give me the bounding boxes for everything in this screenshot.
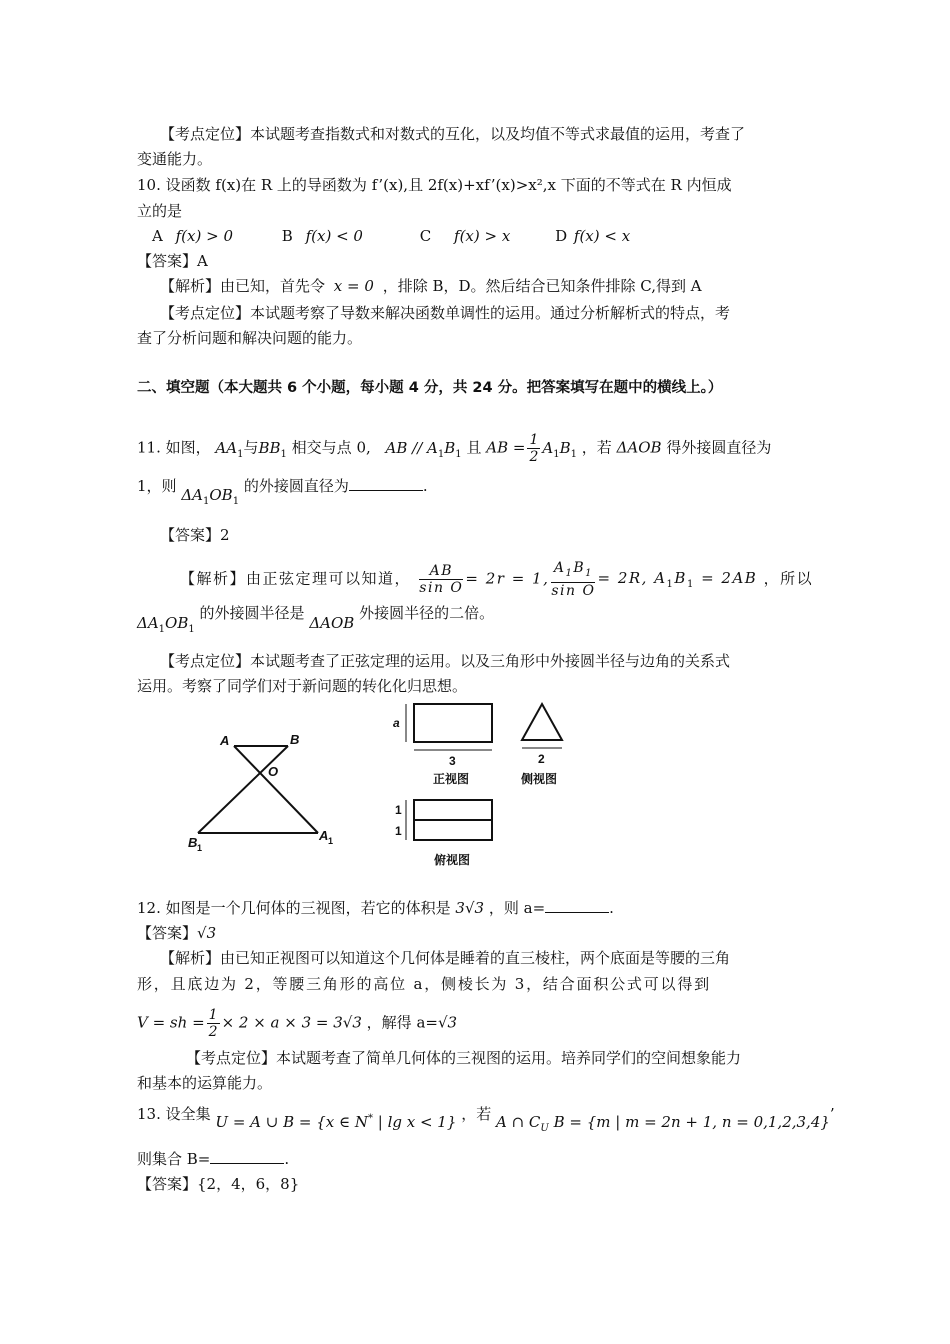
q12-jiexi-line3: V = sh = $\frac{1}{2}$ × 2 × a × 3 = 3√3 ，解得 a=√3 (137, 1007, 458, 1040)
q10-kaodian-line1: 【考点定位】本试题考察了导数来解决函数单调性的运用。通过分析解析式的特点，考 (160, 304, 731, 322)
q11-num: 11. 如图， (137, 438, 211, 457)
label-a1-sub: 1 (328, 836, 334, 846)
q12-answer-blank (545, 898, 609, 913)
q10-option-c-label: C (419, 227, 432, 245)
q12-jiexi-line1: 【解析】由已知正视图可以知道这个几何体是睡着的直三棱柱，两个底面是等腰的三角 (160, 949, 731, 967)
q12-end: . (609, 899, 614, 917)
q11-line2-end: . (422, 477, 428, 495)
q10-options (152, 225, 630, 247)
q11-t1: 与 (243, 438, 259, 457)
front-view-rect (414, 704, 492, 742)
q12-line1 (137, 897, 614, 919)
section-2-heading: 二、填空题（本大题共 6 个小题，每小题 4 分，共 24 分。把答案填写在题中的横线上。） (137, 380, 723, 396)
q10-option-d-label: D (555, 227, 568, 245)
q11-jiexi-post: ，所以 (763, 569, 814, 588)
kaodian-prev-line2: 变通能力。 (137, 150, 213, 168)
front-caption: 正视图 (433, 772, 470, 786)
q10-kaodian-line2: 查了分析问题和解决问题的能力。 (137, 329, 363, 347)
q13-line2 (137, 1148, 289, 1170)
q11-t2: 相交与点 0, (291, 438, 371, 457)
q11-answer: 【答案】2 (160, 526, 230, 544)
q12-volume: 3√3 (455, 899, 485, 917)
q12-kaodian-line1: 【考点定位】本试题考查了简单几何体的三视图的运用。培养同学们的空间想象能力 (186, 1049, 742, 1067)
front-dim-3: 3 (449, 754, 456, 768)
q13-mid: ，若 (461, 1105, 492, 1123)
q11-line2-pre: 1，则 (137, 477, 177, 495)
segment-aa1 (234, 746, 318, 833)
q12-post: ，则 a= (488, 899, 546, 917)
side-view-triangle (522, 704, 562, 740)
q13-answer-blank (210, 1149, 284, 1164)
q10-jiexi-pre: 【解析】由已知，首先令 (160, 277, 326, 295)
q10-line2: 立的是 (137, 202, 183, 220)
top-dim-1a: 1 (395, 803, 402, 817)
label-b1: B (188, 835, 198, 850)
q12-jiexi3-post: ，解得 a= (366, 1013, 438, 1032)
q10-option-d-expr: f(x) < x (573, 227, 631, 245)
q12-jiexi3-value: √3 (437, 1013, 458, 1032)
q11-jiexi2-post: 外接圆半径的二倍。 (359, 604, 495, 622)
q11-line2-post: 的外接圆直径为 (243, 477, 349, 495)
q10-jiexi-expr: x = 0 (333, 277, 374, 295)
q10-answer: 【答案】A (137, 252, 208, 270)
q13-line1: 13. 设全集 U = A ∪ B = {x ∈ N* | lg x < 1} ，若 A ∩ $C_U$ B = {m | m = 2n + 1, n = 0,1,2,3,4}’ (137, 1105, 835, 1134)
q11-jiexi-line2: $\Delta A_1OB_1$ 的外接圆半径是 ΔAOB 外接圆半径的二倍。 (137, 604, 495, 635)
q10-option-a-expr: f(x) > 0 (175, 227, 233, 245)
q12-answer (137, 922, 216, 944)
q10-option-c-expr: f(x) > x (454, 227, 511, 245)
q13-end: ’ (829, 1105, 835, 1123)
q10-option-b-expr: f(x) < 0 (305, 227, 363, 245)
q12-kaodian-line2: 和基本的运算能力。 (137, 1074, 273, 1092)
q11-kaodian-line1: 【考点定位】本试题考查了正弦定理的运用。以及三角形中外接圆半径与边角的关系式 (160, 652, 731, 670)
q10-option-b-label: B (281, 227, 293, 245)
q11-answer-blank (349, 476, 423, 491)
label-a1: A (319, 828, 329, 843)
top-caption: 俯视图 (434, 853, 471, 867)
q13-line2-end: . (284, 1150, 290, 1168)
triangle-figure (198, 746, 318, 833)
q12-pre: 12. 如图是一个几何体的三视图，若它的体积是 (137, 899, 451, 917)
q10-jiexi (160, 275, 702, 297)
q12-answer-value: √3 (197, 924, 217, 942)
q10-jiexi-post: ，排除 B，D。然后结合已知条件排除 C,得到 A (382, 277, 702, 295)
q12-answer-pre: 【答案】 (137, 924, 198, 942)
side-dim-2: 2 (538, 752, 545, 766)
q11-jiexi2-mid: 的外接圆半径是 (199, 604, 305, 622)
q13-line2-text: 则集合 B= (137, 1150, 211, 1168)
q13-answer: 【答案】{2，4，6，8} (137, 1175, 300, 1193)
side-caption: 侧视图 (521, 772, 558, 786)
q13-pre: 13. 设全集 (137, 1105, 211, 1123)
label-o: O (268, 764, 279, 779)
q10-option-a-label: A (152, 227, 163, 245)
q11-line2: 1，则 $\Delta A_1OB_1$ 的外接圆直径为 . (137, 477, 428, 507)
q11-t3: 且 (466, 438, 482, 457)
front-dim-a: a (393, 716, 400, 730)
front-view (406, 704, 492, 750)
q11-jiexi-pre: 【解析】由正弦定理可以知道， (180, 569, 412, 588)
q12-jiexi-line2: 形，且底边为 2，等腰三角形的高位 a，侧棱长为 3，结合面积公式可以得到 (137, 975, 711, 993)
q11-line1: 11. 如图， $AA_1$与$BB_1$ 相交与点 0, AB // $A_1B_1$ 且 AB = $\frac{1}{2}$ $A_1B_1$ ，若 ΔAOB 得外接圆直径为 (137, 432, 772, 465)
label-b1-sub: 1 (197, 843, 203, 853)
q10-line1: 10. 设函数 f(x)在 R 上的导函数为 f’(x),且 2f(x)+xf’(x)>x²,x 下面的不等式在 R 内恒成 (137, 176, 732, 194)
side-view (522, 704, 562, 748)
q11-jiexi-line1: 【解析】由正弦定理可以知道， $\frac{AB}{\text{sin O}}$ = 2r = 1, $\frac{A_1B_1}{\text{sin O}}$ = 2R, $A_1B_1 = 2AB$ ，所以 (180, 560, 814, 599)
top-dim-1b: 1 (395, 824, 402, 838)
q11-kaodian-line2: 运用。考察了同学们对于新问题的转化化归思想。 (137, 677, 468, 695)
q11-t5: 得外接圆直径为 (666, 438, 772, 457)
kaodian-prev-line1: 【考点定位】本试题考查指数式和对数式的互化，以及均值不等式求最值的运用，考查了 (160, 125, 746, 143)
label-a: A (220, 733, 230, 748)
q11-t4: ，若 (581, 438, 612, 457)
label-b: B (290, 732, 300, 747)
segment-bb1 (198, 746, 288, 833)
top-view (406, 800, 492, 840)
figures (178, 690, 598, 870)
